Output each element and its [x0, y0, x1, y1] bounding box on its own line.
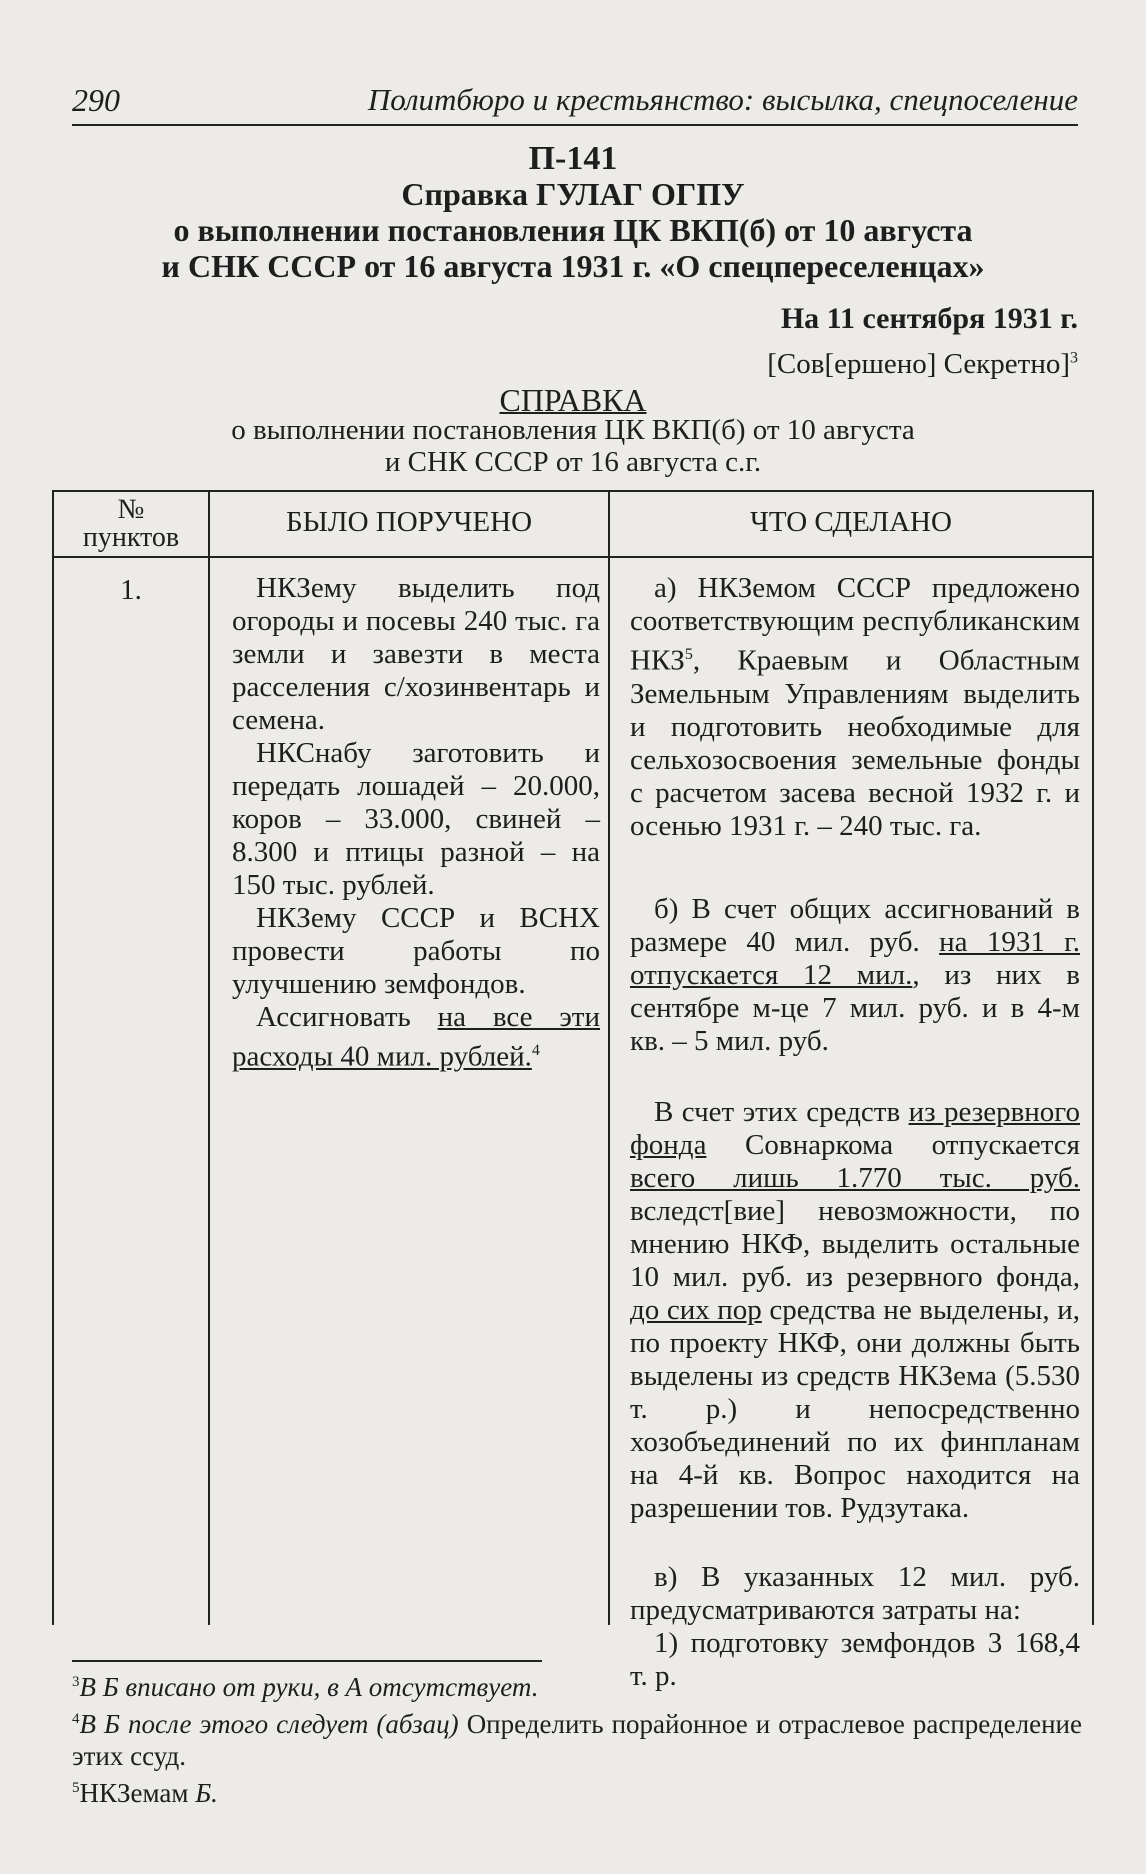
task-paragraph: НКЗему выделить под огороды и посевы 240 тыс. га земли и завезти в места расселения с/хозинвентарь и семена.: [232, 572, 600, 736]
column-header-number: [54, 496, 208, 552]
footnote-number: 5: [72, 1780, 80, 1796]
column-header-number-label: пунктов: [82, 522, 180, 553]
report-description-line: о выполнении постановления ЦК ВКП(б) от 10 августа: [231, 414, 915, 446]
document-title: [60, 176, 1086, 284]
column-header-number-symbol: №: [117, 494, 145, 525]
footnote-number: 3: [72, 1674, 80, 1690]
task-paragraph: [232, 1001, 600, 1074]
footnotes: [72, 1666, 1082, 1809]
footnote-text: Б.: [195, 1778, 218, 1808]
report-description: [120, 414, 1026, 478]
running-header: [72, 82, 1078, 126]
text-run: вследст[вие] невозможности, по мнению НКФ, выделить остальные 10 мил. руб. из резервного фонда,: [630, 1194, 1080, 1293]
footnote-text: В Б после этого следует (абзац): [79, 1709, 459, 1739]
underlined-text: на все эти: [437, 1001, 600, 1033]
document-title-line: и СНК СССР от 16 августа 1931 г. «О спецпереселенцах»: [161, 248, 985, 284]
secrecy-mark: [767, 348, 1078, 381]
column-divider: [608, 492, 610, 1625]
task-cell: [232, 572, 600, 1074]
row-number: 1.: [120, 574, 142, 606]
report-description-line: и СНК СССР от 16 августа с.г.: [384, 446, 762, 478]
running-title: Политбюро и крестьянство: высылка, спецпоселение: [367, 82, 1078, 117]
footnote-text: Определить порайонное и отраслевое распределение этих ссуд.: [72, 1709, 1082, 1771]
document-title-line: Справка ГУЛАГ ОГПУ: [401, 176, 745, 212]
underlined-text: из резервного фонда: [630, 1095, 1080, 1161]
text-run: средства не выделены, и, по проекту НКФ, они должны быть выделены из средств НКЗема (5.530 т. р.) и непосредственно хозобъединений по их финпланам на 4-й кв. Вопрос находится на разрешении тов. Рудзутака.: [630, 1293, 1080, 1524]
task-paragraph: НКЗему СССР и ВСНХ провести работы по улучшению земфондов.: [232, 902, 600, 1000]
done-paragraph-a: [630, 572, 1080, 843]
text-run: , Краевым и Областным Земельным Управлениям выделить и подготовить необходимые для сельхозосвоения земельные фонды с расчетом засева весной 1932 г. и осенью 1931 г. – 240 тыс. га.: [630, 644, 1080, 842]
footnote-5: [72, 1772, 1082, 1809]
text-run: В счет этих средств: [654, 1095, 909, 1128]
done-paragraph-c: [630, 1096, 1080, 1525]
column-divider: [208, 492, 210, 1625]
footnote-ref: 3: [1070, 349, 1078, 367]
underlined-text: всего лишь 1.770 тыс. руб.: [630, 1161, 1080, 1194]
document-title-line: о выполнении постановления ЦК ВКП(б) от 10 августа: [173, 212, 973, 248]
document-number: П-141: [528, 140, 618, 177]
underlined-text: до сих пор: [630, 1293, 762, 1326]
page-number: 290: [72, 82, 120, 118]
text-run: , из них в сентябре м-це 7 мил. руб. и в 4-м кв. – 5 мил. руб.: [630, 958, 1080, 1057]
text-run: Ассигновать: [256, 1001, 438, 1033]
footnote-ref: 4: [531, 1042, 540, 1059]
header-divider: [54, 556, 1092, 558]
document-date: На 11 сентября 1931 г.: [780, 302, 1078, 335]
text-run: б) В счет общих ассигнований в размере 40 мил. руб.: [630, 892, 1080, 958]
underlined-text: на 1931 г. отпускается 12 мил.: [630, 925, 1080, 991]
done-paragraph-b: [630, 893, 1080, 1058]
task-paragraph: НКСнабу заготовить и передать лошадей – 20.000, коров – 33.000, свиней – 8.300 и птицы разной – на 150 тыс. рублей.: [232, 737, 600, 901]
done-paragraph-v: в) В указанных 12 мил. руб. предусматриваются затраты на:: [630, 1560, 1080, 1626]
footnote-text: НКЗемам: [79, 1778, 196, 1808]
secrecy-text: [Сов[ершено] Секретно]: [767, 348, 1070, 380]
footnote-divider: [72, 1660, 542, 1662]
done-paragraph-v-item: 1) подготовку земфондов 3 168,4 т. р.: [630, 1626, 1080, 1692]
text-run: а) НКЗемом СССР предложено соответствующим республиканским НКЗ: [630, 572, 1080, 677]
footnote-4: [72, 1703, 1082, 1772]
footnote-ref: 5: [684, 646, 693, 663]
done-cell: [630, 572, 1080, 1693]
column-header-done: ЧТО СДЕЛАНО: [750, 506, 952, 538]
footnote-number: 4: [72, 1711, 80, 1727]
text-run: Совнаркома отпускается: [706, 1128, 1080, 1161]
underlined-text: расходы 40 мил. рублей.: [232, 1040, 532, 1073]
report-subtitle: СПРАВКА: [499, 382, 647, 418]
footnote-3: [72, 1666, 1082, 1703]
footnote-text: В Б вписано от руки, в А отсутствует.: [79, 1672, 539, 1702]
column-header-task: БЫЛО ПОРУЧЕНО: [285, 506, 533, 538]
